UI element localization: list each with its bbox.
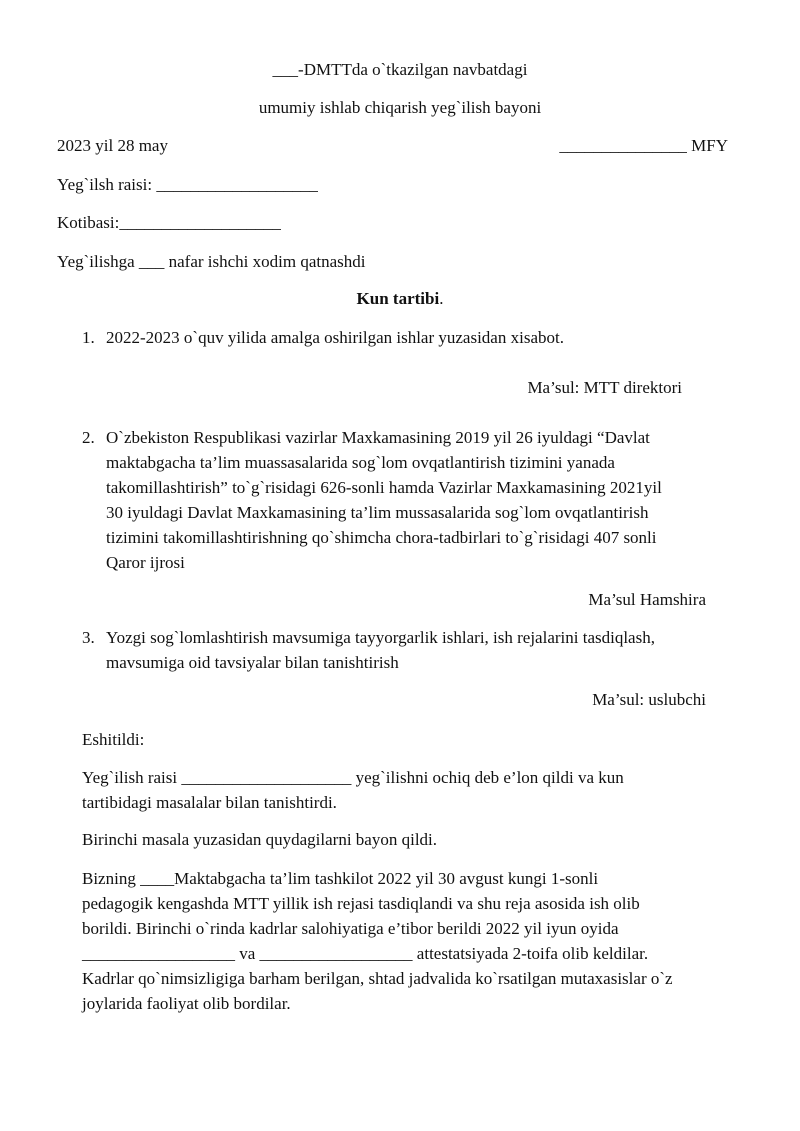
agenda-item-line: Yozgi sog`lomlashtirish mavsumiga tayyorgarlik ishlari, ish rejalarini tasdiqlash, [106, 628, 655, 647]
paragraph-line: __________________ va __________________ attestatsiyada 2-toifa olib keldilar. [82, 944, 649, 963]
chair-field: Yeg`ilsh raisi: ___________________ [57, 175, 318, 194]
agenda-item-line: mavsumiga oid tavsiyalar bilan tanishtirish [106, 653, 399, 672]
paragraph-2: Birinchi masala yuzasidan quydagilarni bayon qildi. [82, 830, 438, 849]
paragraph-line: tartibidagi masalalar bilan tanishtirdi. [82, 793, 337, 812]
mfy-field: _______________ MFY [559, 136, 728, 155]
header-line-2: umumiy ishlab chiqarish yeg`ilish bayoni [258, 98, 542, 117]
paragraph-line: borildi. Birinchi o`rinda kadrlar salohiyatiga e’tibor berildi 2022 yil iyun oyida [82, 919, 619, 938]
agenda-item-2 [106, 425, 766, 575]
paragraph-3 [82, 866, 772, 1016]
agenda-item-1 [106, 325, 746, 350]
agenda-item-line: 30 iyuldagi Davlat Maxkamasining ta’lim mussasalarida sog`lom ovqatlantirish [106, 503, 649, 522]
heard-label: Eshitildi: [82, 730, 145, 749]
paragraph-line: Yeg`ilish raisi ____________________ yeg`ilishni ochiq deb e’lon qildi va kun [82, 768, 624, 787]
paragraph-line: Bizning ____Maktabgacha ta’lim tashkilot 2022 yil 30 avgust kungi 1-sonli [82, 869, 599, 888]
paragraph-line: Kadrlar qo`nimsizligiga barham berilgan, shtad jadvalida ko`rsatilgan mutaxasislar o`z [82, 969, 673, 988]
agenda-title-text: Kun tartibi [356, 289, 440, 308]
agenda-item-3-responsible: Ma’sul: uslubchi [592, 690, 706, 709]
agenda-item-line: maktabgacha ta’lim muassasalarida sog`lom ovqatlantirish tizimini yanada [106, 453, 615, 472]
agenda-item-3 [106, 625, 766, 675]
agenda-item-1-number: 1. [82, 328, 95, 347]
header-line-1: ___-DMTTda o`tkazilgan navbatdagi [272, 60, 528, 79]
agenda-item-2-number: 2. [82, 428, 95, 447]
agenda-item-line: O`zbekiston Respublikasi vazirlar Maxkamasining 2019 yil 26 iyuldagi “Davlat [106, 428, 650, 447]
paragraph-line: pedagogik kengashda MTT yillik ish rejasi tasdiqlandi va shu reja asosida ish olib [82, 894, 640, 913]
attendance-line: Yeg`ilishga ___ nafar ishchi xodim qatnashdi [57, 252, 366, 271]
paragraph-line: joylarida faoliyat olib bordilar. [82, 994, 291, 1013]
agenda-item-line: tizimini takomillashtirishning qo`shimcha chora-tadbirlari to`g`risidagi 407 sonli [106, 528, 657, 547]
agenda-item-line: takomillashtirish” to`g`risidagi 626-sonli hamda Vazirlar Maxkamasining 2021yil [106, 478, 662, 497]
agenda-item-3-number: 3. [82, 628, 95, 647]
meeting-date: 2023 yil 28 may [57, 136, 168, 155]
agenda-item-line: 2022-2023 o`quv yilida amalga oshirilgan ishlar yuzasidan xisabot. [106, 328, 564, 347]
agenda-item-1-responsible: Ma’sul: MTT direktori [527, 378, 682, 397]
agenda-title-period: . [439, 289, 444, 308]
secretary-field: Kotibasi:___________________ [57, 213, 281, 232]
agenda-title [0, 289, 800, 309]
agenda-item-2-responsible: Ma’sul Hamshira [588, 590, 706, 609]
paragraph-1 [82, 765, 762, 815]
agenda-item-line: Qaror ijrosi [106, 553, 185, 572]
